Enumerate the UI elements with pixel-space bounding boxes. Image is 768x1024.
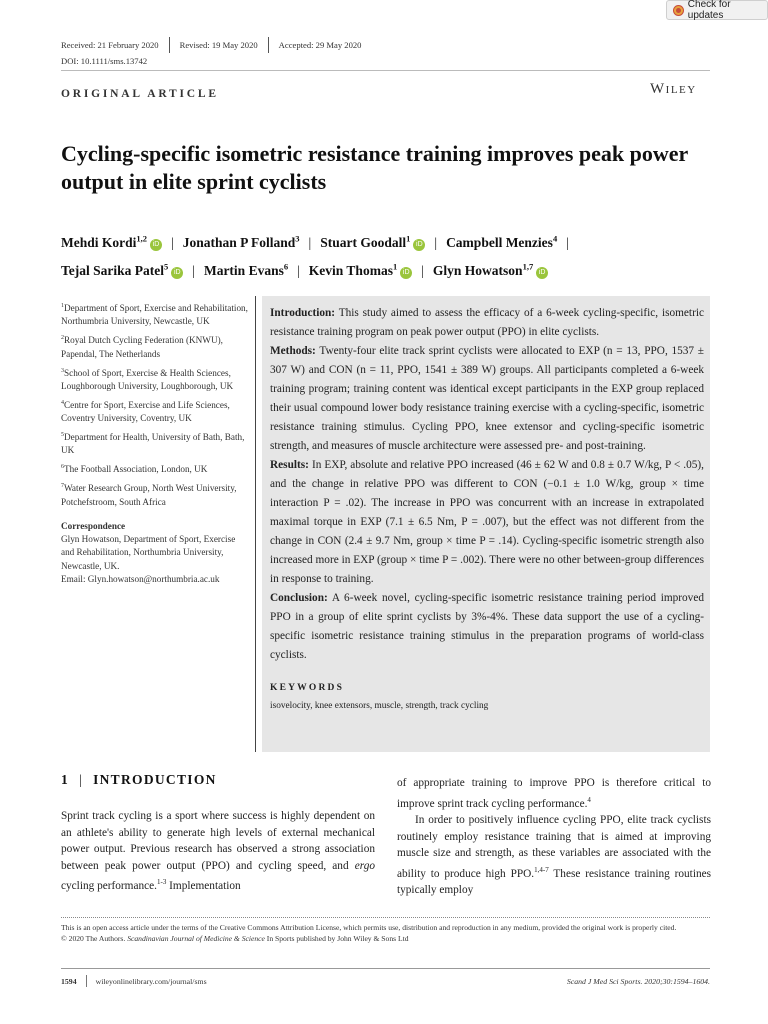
keywords: isovelocity, knee extensors, muscle, strength, track cycling xyxy=(270,701,489,711)
license-text: This is an open access article under the terms of the Creative Commons Attribution License, which permits use, distribution and reproduction in any medium, provided the original work is properly cited. xyxy=(61,923,677,932)
author[interactable]: Kevin Thomas$^1$iD xyxy=(309,263,412,278)
affiliation: $^1$Department of Sport, Exercise and Rehabilitation, Northumbria University, Newcastle, UK xyxy=(61,303,248,327)
citation[interactable]: 1,4-7 xyxy=(534,865,549,874)
license-note xyxy=(61,922,711,945)
divider xyxy=(268,37,269,53)
author[interactable]: Campbell Menzies$^4$ xyxy=(446,233,558,250)
abstract-results: Results: In EXP, absolute and relative PPO increased (46 ± 62 W and 0.8 ± 0.7 W/kg, P < .05), and the change in relative PPO was different to CON (−0.1 ± 1.0 W/kg, group × time interaction P = .02). The increase in PPO was concurrent with an increase in extrapolated maximal torque in EXP (7.1 ± 6.5 Nm, P = .007), but the effect was not different from the change in CON (2.4 ± 9.7 Nm, group × time P = .14). Cycling-specific isometric strength also increased more in EXP (group × time P = .002). There were no other between-group differences in response to training. xyxy=(270,459,705,585)
author[interactable]: Stuart Goodall$^1$iD xyxy=(320,235,425,250)
affiliation: $^7$Water Research Group, North West University, Potchefstroom, South Africa xyxy=(61,483,237,507)
abstract-divider xyxy=(255,296,256,752)
paragraph: of appropriate training to improve PPO is therefore critical to improve sprint track cycling performance.$^4$ xyxy=(397,777,711,810)
doi[interactable]: DOI: 10.1111/sms.13742 xyxy=(61,56,148,66)
author[interactable]: Jonathan P Folland$^3$ xyxy=(182,233,300,250)
footnote-rule xyxy=(61,917,710,918)
affiliations xyxy=(61,300,249,586)
page-footer xyxy=(61,975,710,987)
author[interactable]: Mehdi Kordi$^{1,2}$iD xyxy=(61,235,162,250)
article-type: ORIGINAL ARTICLE xyxy=(61,88,219,100)
divider xyxy=(86,975,87,987)
copyright-text: © 2020 The Authors. Scandinavian Journal of Medicine & Science In Sports published by John Wiley & Sons Ltd xyxy=(61,934,409,944)
page-number: 1594 xyxy=(61,976,77,986)
crossmark-icon xyxy=(673,5,684,16)
author-list: Mehdi Kordi$^{1,2}$iD | Jonathan P Folland$^3$ | Stuart Goodall$^1$iD | Campbell Menzies$^4$ | Tejal Sarika Patel$^5$iD | Martin Evans$^6$ | Kevin Thomas$^1$iD | Glyn Howatson$^{1,7}$iD xyxy=(61,233,569,278)
citation[interactable]: 1-3 xyxy=(156,878,167,887)
affiliation: $^6$The Football Association, London, UK xyxy=(61,464,208,475)
journal-url[interactable]: wileyonlinelibrary.com/journal/sms xyxy=(95,976,207,986)
orcid-icon[interactable]: iD xyxy=(400,267,412,279)
orcid-icon[interactable]: iD xyxy=(171,267,183,279)
orcid-icon[interactable]: iD xyxy=(536,267,548,279)
correspondence-email[interactable]: Email: Glyn.howatson@northumbria.ac.uk xyxy=(61,574,220,585)
footer-rule xyxy=(61,968,710,969)
author[interactable]: Tejal Sarika Patel$^5$iD xyxy=(61,263,183,278)
check-updates-label: Check for updates xyxy=(687,0,731,21)
accepted-date: Accepted: 29 May 2020 xyxy=(278,40,362,50)
correspondence-text: Glyn Howatson, Department of Sport, Exercise and Rehabilitation, Northumbria University, Newcastle, UK. Email: Glyn.howatson@northumbria.ac.uk xyxy=(61,534,236,585)
abstract-conclusion: Conclusion: A 6-week novel, cycling-specific isometric resistance training period improved PPO in a group of elite sprint cyclists by 3%-4%. These data support the use of a cycling-specific isometric resistance training stimulus in the preparation programs of world-class cyclists. xyxy=(270,592,704,661)
orcid-icon[interactable]: iD xyxy=(150,239,162,251)
divider xyxy=(169,37,170,53)
check-for-updates-button[interactable] xyxy=(666,0,768,20)
section-heading: 1 | INTRODUCTION xyxy=(61,772,217,787)
abstract xyxy=(262,296,710,752)
revised-date: Revised: 19 May 2020 xyxy=(179,40,258,50)
received-date: Received: 21 February 2020 xyxy=(61,40,159,50)
paragraph: In order to positively influence cycling PPO, elite track cyclists routinely employ resistance training that is aimed at improving muscle size and strength, as these variables are associated with the ability to produce high PPO.$^{1,4-7}$ These resistance training routines typically employ xyxy=(397,813,712,897)
citation-footer: Scand J Med Sci Sports. 2020;30:1594–1604. xyxy=(566,976,710,986)
affiliation: $^5$Department for Health, University of Bath, Bath, UK xyxy=(61,432,245,456)
affiliation: $^2$Royal Dutch Cycling Federation (KNWU), Papendal, The Netherlands xyxy=(61,335,223,359)
body-column-left xyxy=(61,808,375,895)
affiliation: $^3$School of Sport, Exercise & Health Sciences, Loughborough University, Loughborough, UK xyxy=(61,367,234,391)
keywords-heading: KEYWORDS xyxy=(270,683,345,693)
article-title: Cycling-specific isometric resistance training improves peak power output in elite sprint cyclists xyxy=(61,141,688,194)
citation[interactable]: 4 xyxy=(587,795,591,804)
affiliation: $^4$Centre for Sport, Exercise and Life Sciences, Coventry University, Coventry, UK xyxy=(61,399,230,424)
article-dates xyxy=(61,37,361,53)
publisher-logo: Wiley xyxy=(650,81,697,97)
author[interactable]: Glyn Howatson$^{1,7}$iD xyxy=(433,263,548,278)
correspondence-heading: Correspondence xyxy=(61,520,126,531)
header-rule xyxy=(61,70,710,71)
body-column-right xyxy=(397,775,711,899)
orcid-icon[interactable]: iD xyxy=(413,239,425,251)
paragraph: Sprint track cycling is a sport where success is highly dependent on an athlete's ability to generate high levels of external mechanical power output. Previous research has observed a strong association between peak power output (PPO) and cycling speed, and ergo cycling performance.$^{1-3}$ Implementation xyxy=(61,810,375,893)
abstract-introduction: Introduction: This study aimed to assess the efficacy of a 6-week cycling-specific, isometric resistance training program on peak power output (PPO) in elite cyclists. xyxy=(270,307,704,338)
author[interactable]: Martin Evans$^6$ xyxy=(203,261,289,278)
abstract-methods: Methods: Twenty-four elite track sprint cyclists were allocated to EXP (n = 13, PPO, 1537 ± 307 W) and CON (n = 11, PPO, 1541 ± 389 W) groups. All participants completed a 6-week training program; training content was identical except participants in the EXP group replaced their usual compound lower body resistance training exercise with a cycling-specific, isometric resistance training stimulus. Cycling PPO, knee extensor and cycling-specific isometric strength, and measures of muscle architecture were assessed pre- and post-training. xyxy=(270,345,704,452)
